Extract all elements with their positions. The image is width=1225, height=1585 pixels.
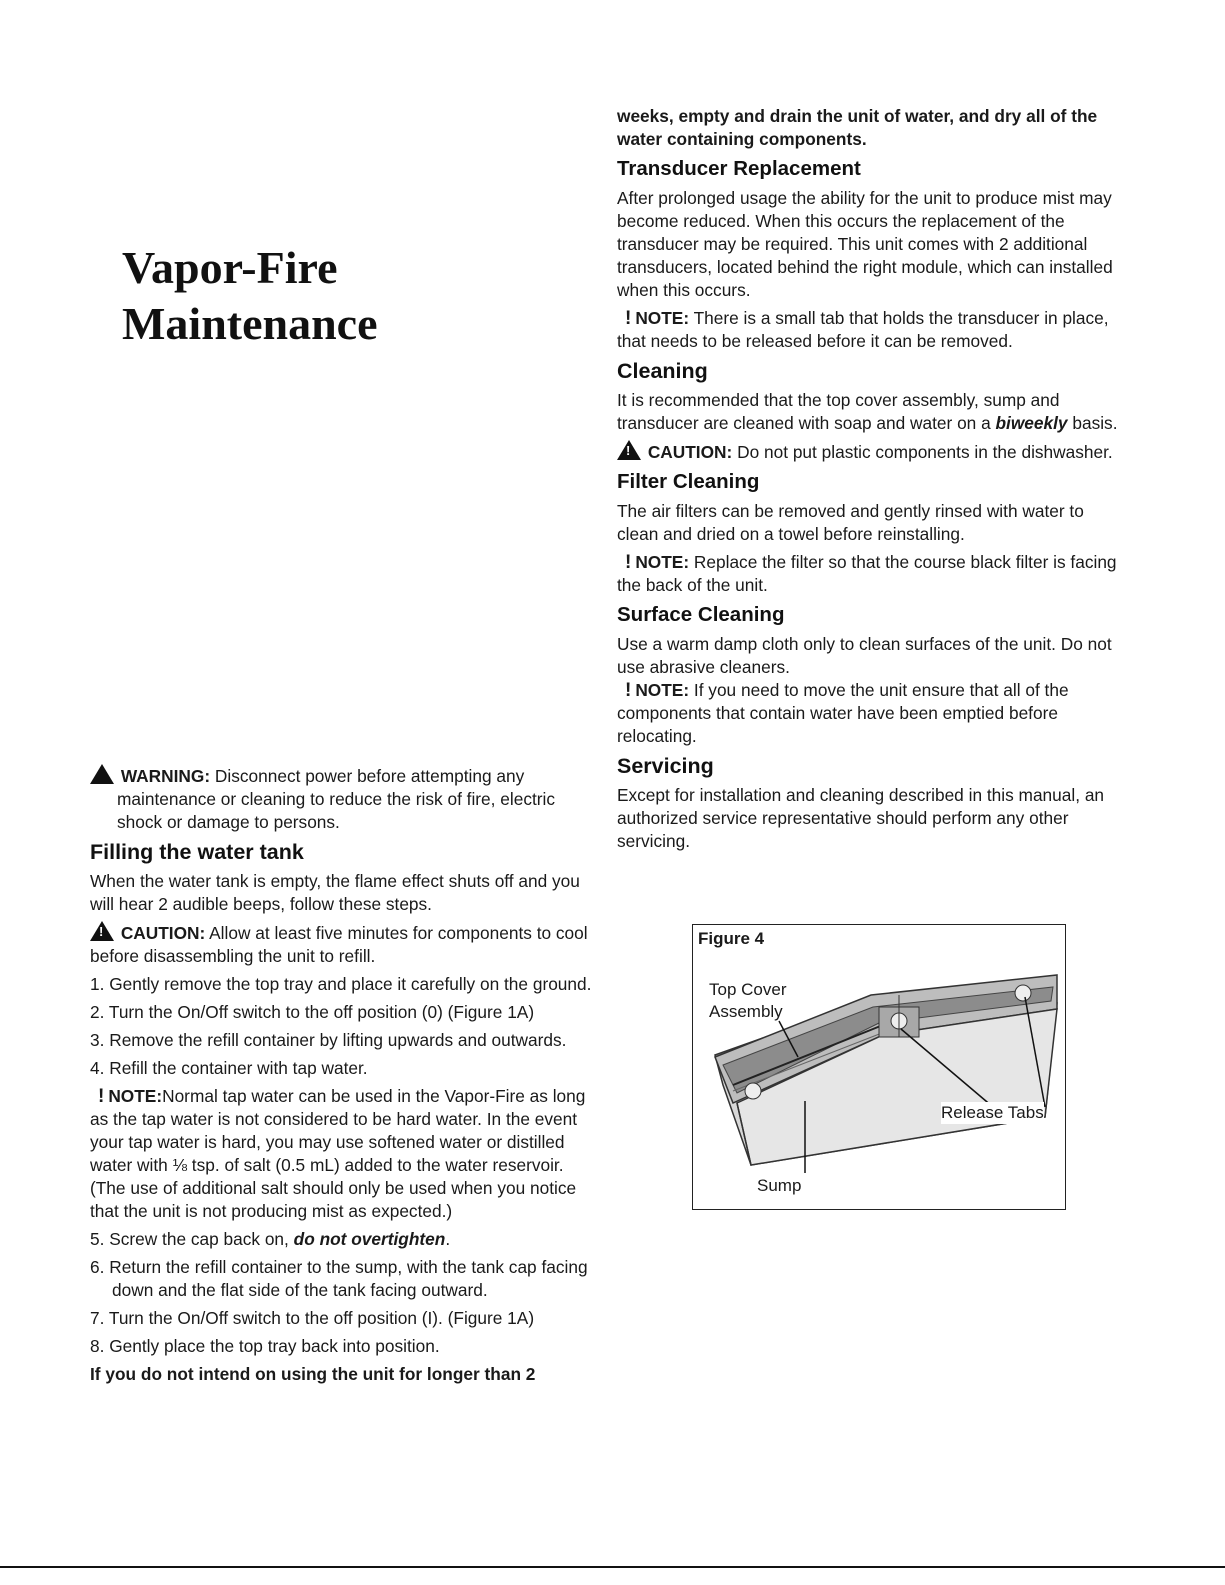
figure-title: Figure 4 bbox=[698, 929, 765, 948]
list-item: 1. Gently remove the top tray and place it carefully on the ground. bbox=[90, 974, 592, 994]
label-release-tabs: Release Tabs bbox=[941, 1103, 1044, 1122]
right-column bbox=[617, 105, 1127, 858]
label-top-cover-line1: Top Cover bbox=[709, 980, 787, 999]
cleaning-suffix: basis. bbox=[1067, 413, 1118, 433]
list-item: 6. Return the refill container to the sump, with the tank cap facing down and the flat side of the tank facing outward. bbox=[90, 1257, 588, 1300]
note-paragraph bbox=[90, 1085, 595, 1223]
caution-label: CAUTION: bbox=[120, 923, 206, 943]
servicing-text: Except for installation and cleaning described in this manual, an authorized service representative should perform any other servicing. bbox=[617, 785, 1105, 851]
exclamation-icon: ! bbox=[98, 1086, 105, 1107]
list-item: 4. Refill the container with tap water. bbox=[90, 1058, 368, 1078]
filter-text: The air filters can be removed and gently rinsed with water to clean and dried on a towel before reinstalling. bbox=[617, 501, 1084, 544]
servicing-heading: Servicing bbox=[617, 754, 714, 778]
note-text: Normal tap water can be used in the Vapor-Fire as long as the tap water is not considered to be hard water. In the event your tap water is hard, you may use softened water or distilled water with ⅛ tsp. of salt (0.5 mL) added to the water reservoir. (The use of additional salt should only be used when you notice that the unit is not producing mist as expected.) bbox=[90, 1086, 586, 1221]
warning-label: WARNING: bbox=[120, 766, 211, 786]
surface-text: Use a warm damp cloth only to clean surfaces of the unit. Do not use abrasive cleaners. bbox=[617, 634, 1112, 677]
exclamation-icon: ! bbox=[625, 680, 632, 701]
bottom-rule bbox=[0, 1566, 1225, 1568]
list-item: 3. Remove the refill container by lifting upwards and outwards. bbox=[90, 1030, 567, 1050]
list-item: 7. Turn the On/Off switch to the off position (I). (Figure 1A) bbox=[90, 1308, 535, 1328]
list-item: 2. Turn the On/Off switch to the off position (0) (Figure 1A) bbox=[90, 1002, 535, 1022]
caution-icon: ! bbox=[617, 440, 641, 460]
surface-heading: Surface Cleaning bbox=[617, 603, 785, 626]
title-line-1: Vapor-Fire bbox=[122, 242, 338, 293]
step5-emphasis: do not overtighten bbox=[293, 1229, 446, 1249]
label-sump: Sump bbox=[757, 1176, 802, 1195]
list-item bbox=[90, 1228, 595, 1251]
transducer-note bbox=[617, 307, 1127, 353]
fireplace-unit-illustration bbox=[693, 925, 1065, 1209]
final-bold-text: If you do not intend on using the unit for longer than 2 bbox=[90, 1364, 536, 1384]
note-label: NOTE: bbox=[108, 1086, 163, 1106]
steps-list bbox=[90, 973, 595, 1080]
filter-heading: Filter Cleaning bbox=[617, 470, 760, 493]
warning-icon: ! bbox=[90, 764, 114, 784]
left-column bbox=[72, 764, 595, 1391]
filling-intro: When the water tank is empty, the flame effect shuts off and you will hear 2 audible beeps, follow these steps. bbox=[90, 871, 580, 914]
note-label: NOTE: bbox=[635, 552, 690, 572]
note-label: NOTE: bbox=[635, 680, 690, 700]
filling-heading: Filling the water tank bbox=[90, 840, 304, 864]
caution-text: Do not put plastic components in the dishwasher. bbox=[737, 442, 1113, 462]
cleaning-caution bbox=[617, 440, 1127, 464]
step5-suffix: . bbox=[445, 1229, 451, 1249]
cleaning-heading: Cleaning bbox=[617, 359, 708, 383]
cleaning-emphasis: biweekly bbox=[995, 413, 1068, 433]
exclamation-icon: ! bbox=[625, 308, 632, 329]
exclamation-icon: ! bbox=[625, 552, 632, 573]
label-top-cover bbox=[709, 979, 786, 1023]
step5-text: 5. Screw the cap back on, bbox=[90, 1229, 294, 1249]
transducer-heading: Transducer Replacement bbox=[617, 157, 861, 180]
caution-label: CAUTION: bbox=[647, 442, 733, 462]
title-line-2: Maintenance bbox=[122, 298, 378, 349]
caution-icon: ! bbox=[90, 921, 114, 941]
continued-bold-text: weeks, empty and drain the unit of water, and dry all of the water containing components. bbox=[617, 106, 1098, 149]
list-item: 8. Gently place the top tray back into position. bbox=[90, 1336, 440, 1356]
note-text: Replace the filter so that the course black filter is facing the back of the unit. bbox=[617, 552, 1117, 595]
figure-4 bbox=[692, 924, 1066, 1210]
steps-list-2 bbox=[90, 1228, 595, 1358]
cleaning-text bbox=[617, 389, 1127, 435]
note-text: If you need to move the unit ensure that all of the components that contain water have been emptied before relocating. bbox=[617, 680, 1069, 746]
warning-text: Disconnect power before attempting any maintenance or cleaning to reduce the risk of fire, electric shock or damage to persons. bbox=[117, 766, 556, 832]
label-top-cover-line2: Assembly bbox=[709, 1002, 783, 1021]
warning-paragraph bbox=[72, 764, 595, 834]
caution-text: Allow at least five minutes for components to cool before disassembling the unit to refill. bbox=[90, 923, 588, 966]
filter-note bbox=[617, 551, 1127, 597]
surface-note bbox=[617, 679, 1127, 748]
note-label: NOTE: bbox=[635, 308, 690, 328]
page-title bbox=[122, 240, 378, 352]
note-text: There is a small tab that holds the transducer in place, that needs to be released before it can be removed. bbox=[617, 308, 1109, 351]
caution-paragraph bbox=[90, 921, 595, 968]
transducer-text: After prolonged usage the ability for the unit to produce mist may become reduced. When this occurs the replacement of the transducer may be required. This unit comes with 2 additional transducers, located behind the right module, which can installed when this occurs. bbox=[617, 188, 1113, 300]
cleaning-prefix: It is recommended that the top cover assembly, sump and transducer are cleaned with soap and water on a bbox=[617, 390, 1060, 433]
